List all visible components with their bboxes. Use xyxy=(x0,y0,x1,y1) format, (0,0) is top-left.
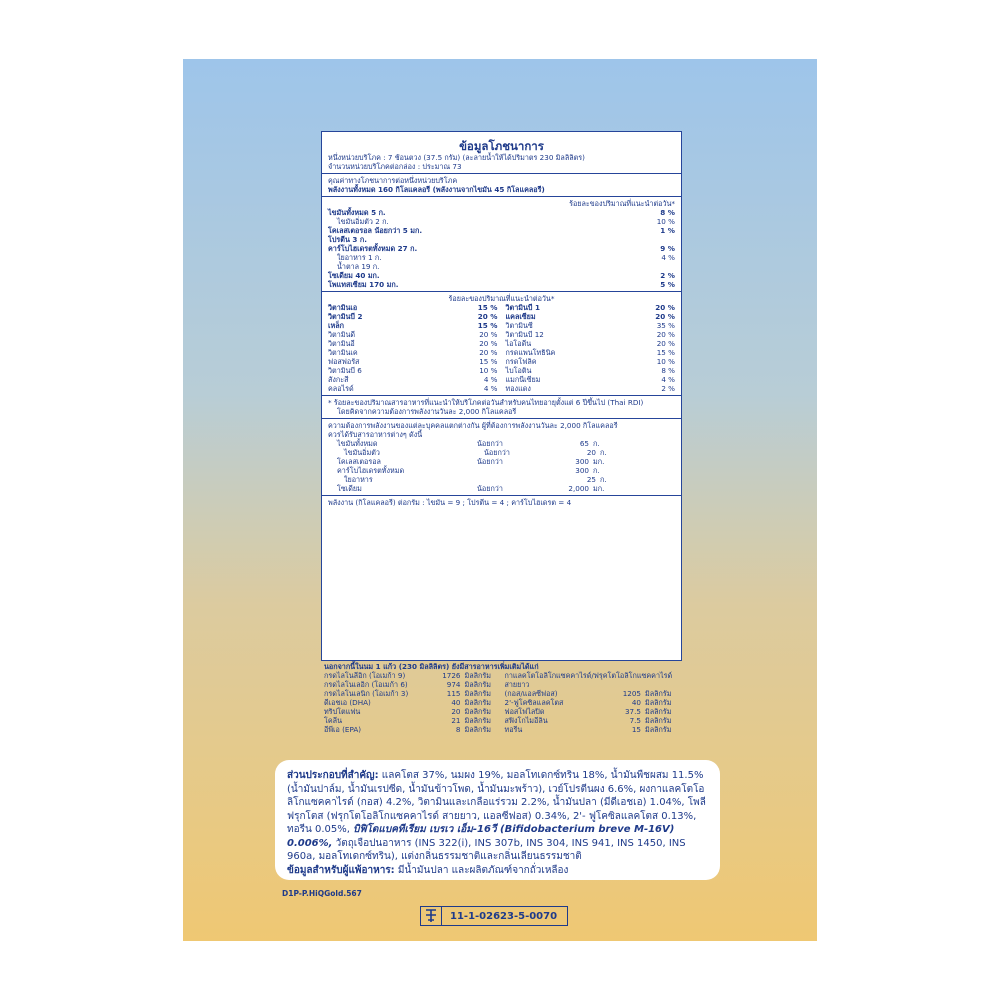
macro-label: ไขมันอิ่มตัว 2 ก. xyxy=(337,217,389,227)
limit-unit: ก. xyxy=(600,448,607,458)
extra-name: สฟิงโกไมอีลิน xyxy=(504,716,548,725)
extra-unit: มิลลิกรัม xyxy=(464,725,491,734)
vitamin-percent: 20 % xyxy=(477,312,498,322)
limit-row xyxy=(328,475,675,484)
macro-row xyxy=(328,253,675,262)
extra-value: 21 xyxy=(451,716,461,725)
extra-value: 37.5 xyxy=(624,707,641,716)
vitamin-percent: 20 % xyxy=(656,330,675,340)
extra-row xyxy=(324,698,499,707)
vitamin-row xyxy=(506,321,676,330)
vitamin-percent: 20 % xyxy=(655,312,675,322)
vitamin-percent: 15 % xyxy=(656,348,675,358)
extra-nutrients xyxy=(324,662,679,734)
vitamin-row xyxy=(328,330,498,339)
vitamin-name: วิตามินบี 12 xyxy=(505,330,544,340)
vitamin-percent: 15 % xyxy=(477,303,498,313)
vitamin-row xyxy=(506,303,676,312)
energy-line-2: พลังงานทั้งหมด 160 กิโลแคลอรี (พลังงานจากไขมัน 45 กิโลแคลอรี) xyxy=(328,185,545,195)
limit-qualifier: น้อยกว่า xyxy=(477,439,503,449)
vitamin-row xyxy=(328,348,498,357)
vitamin-row xyxy=(506,339,676,348)
ingredients-label: ส่วนประกอบที่สำคัญ: xyxy=(287,770,379,781)
vitamin-percent: 20 % xyxy=(479,330,498,340)
vitamin-name: กรดแพนโทธินิค xyxy=(505,348,556,358)
vitamin-percent: 2 % xyxy=(661,384,675,394)
vitamin-name: แคลเซียม xyxy=(505,312,536,322)
limit-row xyxy=(328,448,675,457)
limits-intro-2: ควรได้รับสารอาหารต่างๆ ดังนี้ xyxy=(328,430,423,440)
extras-left-column xyxy=(324,671,499,734)
extra-value: 8 xyxy=(455,725,461,734)
extra-value: 7.5 xyxy=(629,716,641,725)
additives-text: วัตถุเจือปนอาหาร (INS 322(i), INS 307b, INS 304, INS 941, INS 1450, INS 960a, มอลโทเดกซ์ทริน), แต่งกลิ่นธรรมชาติและกลิ่นเลียนธรรมชาติ xyxy=(287,837,686,862)
vitamin-percent: 20 % xyxy=(479,339,498,349)
macro-row xyxy=(328,271,675,280)
vitamin-name: แมกนีเซียม xyxy=(505,375,541,385)
vitamin-row xyxy=(506,312,676,321)
limit-value: 20 xyxy=(586,448,596,458)
footnote-section xyxy=(322,396,681,419)
extra-value: 20 xyxy=(451,707,461,716)
extra-row xyxy=(505,725,680,734)
limit-value: 300 xyxy=(575,457,589,467)
limit-qualifier xyxy=(484,475,554,484)
vitamin-name: วิตามินบี 6 xyxy=(328,366,362,376)
limit-qualifier: น้อยกว่า xyxy=(477,484,503,494)
vitamins-left-column xyxy=(328,303,498,393)
limit-unit: มก. xyxy=(593,457,605,467)
vitamin-name: วิตามินเอ xyxy=(328,303,358,313)
extra-unit: มิลลิกรัม xyxy=(464,689,491,698)
macro-percent: 2 % xyxy=(660,271,675,281)
energy-line-1: คุณค่าทางโภชนาการต่อหนึ่งหน่วยบริโภค xyxy=(328,176,458,186)
limit-qualifier: น้อยกว่า xyxy=(484,448,510,458)
daily-limits-section xyxy=(322,419,681,496)
vitamin-name: วิตามินดี xyxy=(328,330,356,340)
vitamin-name: คลอไรด์ xyxy=(328,384,354,394)
vitamin-row xyxy=(328,384,498,393)
macros-header: ร้อยละของปริมาณที่แนะนำต่อวัน* xyxy=(569,199,675,209)
fda-logo-icon xyxy=(421,907,442,925)
extra-name: ฟอสโฟไลปิด xyxy=(504,707,545,716)
extra-unit: มิลลิกรัม xyxy=(645,698,672,707)
extra-name: 2'-ฟูโคซิลแลคโตส xyxy=(504,698,564,707)
vitamin-percent: 10 % xyxy=(479,366,498,376)
extra-name: ทริปโตแฟน xyxy=(324,707,361,716)
allergen-text: มีน้ำมันปลา และผลิตภัณฑ์จากถั่วเหลือง xyxy=(397,864,569,876)
macro-percent: 4 % xyxy=(661,253,675,263)
macro-label: คาร์โบไฮเดรตทั้งหมด 27 ก. xyxy=(328,244,418,254)
vitamin-name: ไบโอติน xyxy=(505,366,532,376)
nutrition-facts-panel xyxy=(321,131,682,661)
extra-row xyxy=(324,725,499,734)
macro-label: น้ำตาล 19 ก. xyxy=(337,262,380,272)
extra-unit: มิลลิกรัม xyxy=(464,698,491,707)
vitamin-percent: 10 % xyxy=(656,357,675,367)
extra-unit: มิลลิกรัม xyxy=(645,716,672,725)
vitamin-percent: 4 % xyxy=(483,375,498,385)
extra-value: 1205 xyxy=(622,689,641,698)
extra-row xyxy=(505,698,680,707)
extra-row xyxy=(505,716,680,725)
macro-label: โคเลสเตอรอล น้อยกว่า 5 มก. xyxy=(328,226,423,236)
limit-value: 25 xyxy=(586,475,596,485)
energy-per-gram: พลังงาน (กิโลแคลอรี) ต่อกรัม : ไขมัน = 9 ; โปรตีน = 4 ; คาร์โบไฮเดรต = 4 xyxy=(328,498,572,508)
vitamin-percent: 4 % xyxy=(661,375,675,385)
extra-name: ดีเอชเอ (DHA) xyxy=(324,698,371,707)
vitamin-row xyxy=(328,321,498,330)
vitamin-percent: 15 % xyxy=(477,321,498,331)
vitamin-name: สังกะสี xyxy=(328,375,349,385)
vitamin-name: กรดโฟลิค xyxy=(505,357,537,367)
limit-qualifier: น้อยกว่า xyxy=(477,457,503,467)
macro-percent: 1 % xyxy=(660,226,675,236)
vitamin-percent: 20 % xyxy=(655,303,675,313)
vitamin-row xyxy=(328,357,498,366)
macro-row xyxy=(328,262,675,271)
extra-value: 40 xyxy=(451,698,461,707)
limits-intro-1: ความต้องการพลังงานของแต่ละบุคคลแตกต่างกัน ผู้ที่ต้องการพลังงานวันละ 2,000 กิโลแคลอรี xyxy=(328,421,618,431)
macro-label: ไขมันทั้งหมด 5 ก. xyxy=(328,208,386,218)
vitamin-row xyxy=(506,384,676,393)
limit-name: ใยอาหาร xyxy=(344,475,373,485)
extra-row xyxy=(324,671,499,680)
vitamin-name: เหล็ก xyxy=(328,321,344,331)
vitamin-name: วิตามินซี xyxy=(505,321,533,331)
extra-value: 40 xyxy=(631,698,641,707)
macro-row xyxy=(328,208,675,217)
footnote-line-2: โดยคิดจากความต้องการพลังงานวันละ 2,000 กิโลแคลอรี xyxy=(337,407,517,417)
macros-section xyxy=(322,197,681,292)
macro-label: โพแทสเซียม 170 มก. xyxy=(328,280,399,290)
serving-size: หนึ่งหน่วยบริโภค : 7 ช้อนตวง (37.5 กรัม) (ละลายน้ำให้ได้ปริมาตร 230 มิลลิลิตร) xyxy=(328,153,585,163)
limit-value: 2,000 xyxy=(568,484,589,494)
ingredients-text: แลคโตส 37%, นมผง 19%, มอลโทเดกซ์ทริน 18%, น้ำมันพืชผสม 11.5% (น้ำมันปาล์ม, น้ำมันเรปซีด, น้ำมันข้าวโพด, น้ำมันมะพร้าว), เวย์โปรตีนผง 6.6%, ผงกาแลคโตโอลิโกแซคคาไรด์ (กอส) 4.2%, วิตามินและเกลือแร่รวม 2.2%, น้ำมันปลา (มีดีเอชเอ) 1.04%, โพลีฟรุกโตส (ฟรุกโตโอลิโกแซคคาไรด์ สายยาว, แอลซีฟอส) 0.34%, 2'- ฟูโคซิลแลคโตส 0.13%, ทอรีน 0.05%, xyxy=(287,770,706,835)
macro-label: โซเดียม 40 มก. xyxy=(328,271,380,281)
extra-row xyxy=(324,680,499,689)
limit-name: คาร์โบไฮเดรตทั้งหมด xyxy=(337,466,405,476)
vitamin-row xyxy=(328,339,498,348)
product-code: D1P-P.HiQGold.567 xyxy=(282,889,362,898)
energy-section xyxy=(322,174,681,197)
extra-name: อีพีเอ (EPA) xyxy=(324,725,362,734)
macro-percent: 9 % xyxy=(660,244,675,254)
vitamin-row xyxy=(328,303,498,312)
macro-percent: 8 % xyxy=(660,208,675,218)
limit-value: 65 xyxy=(579,439,589,449)
limit-unit: ก. xyxy=(593,439,600,449)
serving-section xyxy=(322,132,681,174)
limit-row xyxy=(328,484,675,493)
extras-header: นอกจากนี้ในนม 1 แก้ว (230 มิลลิลิตร) ยังมีสารอาหารเพิ่มเติมได้แก่ xyxy=(324,662,539,671)
limit-row xyxy=(328,466,675,475)
extra-row xyxy=(324,716,499,725)
extra-unit: มิลลิกรัม xyxy=(645,689,672,698)
vitamin-name: ฟอสฟอรัส xyxy=(328,357,360,367)
macro-row xyxy=(328,244,675,253)
limit-name: โคเลสเตอรอล xyxy=(337,457,381,467)
macro-row xyxy=(328,280,675,289)
ingredients-box xyxy=(275,760,720,880)
servings-per-box: จำนวนหน่วยบริโภคต่อกล่อง : ประมาณ 73 xyxy=(328,162,462,172)
vitamin-row xyxy=(506,375,676,384)
extra-value: 15 xyxy=(631,725,641,734)
vitamin-row xyxy=(506,330,676,339)
vitamin-name: วิตามินบี 2 xyxy=(328,312,363,322)
nutrition-title: ข้อมูลโภชนาการ xyxy=(459,139,544,153)
limit-name: โซเดียม xyxy=(337,484,362,494)
vitamin-percent: 20 % xyxy=(479,348,498,358)
extra-value: 974 xyxy=(446,680,461,689)
probiotic-text: บิฟิโดแบคทีเรียม เบรเว เอ็ม-16วี (Bifidobacterium breve M-16V) 0.006%, xyxy=(287,824,675,849)
extra-unit: มิลลิกรัม xyxy=(464,707,491,716)
vitamin-percent: 15 % xyxy=(479,357,498,367)
vitamin-row xyxy=(328,375,498,384)
vitamin-percent: 4 % xyxy=(483,384,498,394)
macro-row xyxy=(328,226,675,235)
extra-unit: มิลลิกรัม xyxy=(464,716,491,725)
extra-name: กรดไลโนลีอิก (โอเมก้า 9) xyxy=(324,671,406,680)
vitamin-name: ไอโอดีน xyxy=(505,339,532,349)
vitamin-row xyxy=(506,357,676,366)
limit-unit: ก. xyxy=(600,475,607,485)
extra-name: ทอรีน xyxy=(504,725,523,734)
registration-number: 11-1-02623-5-0070 xyxy=(450,910,558,922)
macro-label: โปรตีน 3 ก. xyxy=(328,235,367,245)
extra-value: 1726 xyxy=(442,671,461,680)
macro-percent: 5 % xyxy=(660,280,675,290)
limit-qualifier xyxy=(477,466,547,475)
vitamin-row xyxy=(328,366,498,375)
limit-value: 300 xyxy=(575,466,589,476)
extra-unit: มิลลิกรัม xyxy=(464,680,491,689)
vitamins-header: ร้อยละของปริมาณที่แนะนำต่อวัน* xyxy=(448,294,555,304)
vitamin-percent: 35 % xyxy=(656,321,675,331)
vitamin-name: ทองแดง xyxy=(505,384,531,394)
extra-row xyxy=(324,689,499,698)
limit-row xyxy=(328,439,675,448)
extra-unit: มิลลิกรัม xyxy=(645,725,672,734)
macro-label: ใยอาหาร 1 ก. xyxy=(337,253,382,263)
macro-row xyxy=(328,217,675,226)
extra-row xyxy=(505,707,680,716)
limit-name: ไขมันอิ่มตัว xyxy=(344,448,380,458)
fda-registration xyxy=(420,906,568,926)
extra-row xyxy=(505,689,680,698)
vitamin-name: วิตามินอี xyxy=(328,339,355,349)
extra-name: โคลีน xyxy=(324,716,342,725)
footnote-line-1: * ร้อยละของปริมาณสารอาหารที่แนะนำให้บริโภคต่อวันสำหรับคนไทยอายุตั้งแต่ 6 ปีขึ้นไป (Thai RDI) xyxy=(328,398,644,408)
vitamin-percent: 20 % xyxy=(656,339,675,349)
vitamins-right-column xyxy=(506,303,676,393)
vitamins-section xyxy=(322,292,681,396)
macro-percent: 10 % xyxy=(656,217,675,227)
extra-value: 115 xyxy=(446,689,461,698)
vitamin-row xyxy=(328,312,498,321)
extras-right-header: กาแลคโตโอลิโกแซคคาไรด์/ฟรุคโตโอลิโกแซคคาไรด์ สายยาว xyxy=(504,671,673,689)
limit-unit: ก. xyxy=(593,466,600,476)
extra-row xyxy=(324,707,499,716)
vitamin-row xyxy=(506,366,676,375)
allergen-label: ข้อมูลสำหรับผู้แพ้อาหาร: xyxy=(287,864,395,876)
extra-unit: มิลลิกรัม xyxy=(464,671,491,680)
vitamin-percent: 8 % xyxy=(661,366,675,376)
limit-unit: มก. xyxy=(593,484,605,494)
extra-unit: มิลลิกรัม xyxy=(645,707,672,716)
limit-name: ไขมันทั้งหมด xyxy=(337,439,378,449)
extras-right-column xyxy=(505,671,680,734)
extra-name: กรดไลโนเลนิก (โอเมก้า 3) xyxy=(324,689,409,698)
extra-name: กรดไลโนเลอิก (โอเมก้า 6) xyxy=(324,680,408,689)
vitamin-name: วิตามินบี 1 xyxy=(505,303,540,313)
vitamin-row xyxy=(506,348,676,357)
vitamin-name: วิตามินเค xyxy=(328,348,358,358)
extra-name: (กอส/แอลซีฟอส) xyxy=(504,689,558,698)
